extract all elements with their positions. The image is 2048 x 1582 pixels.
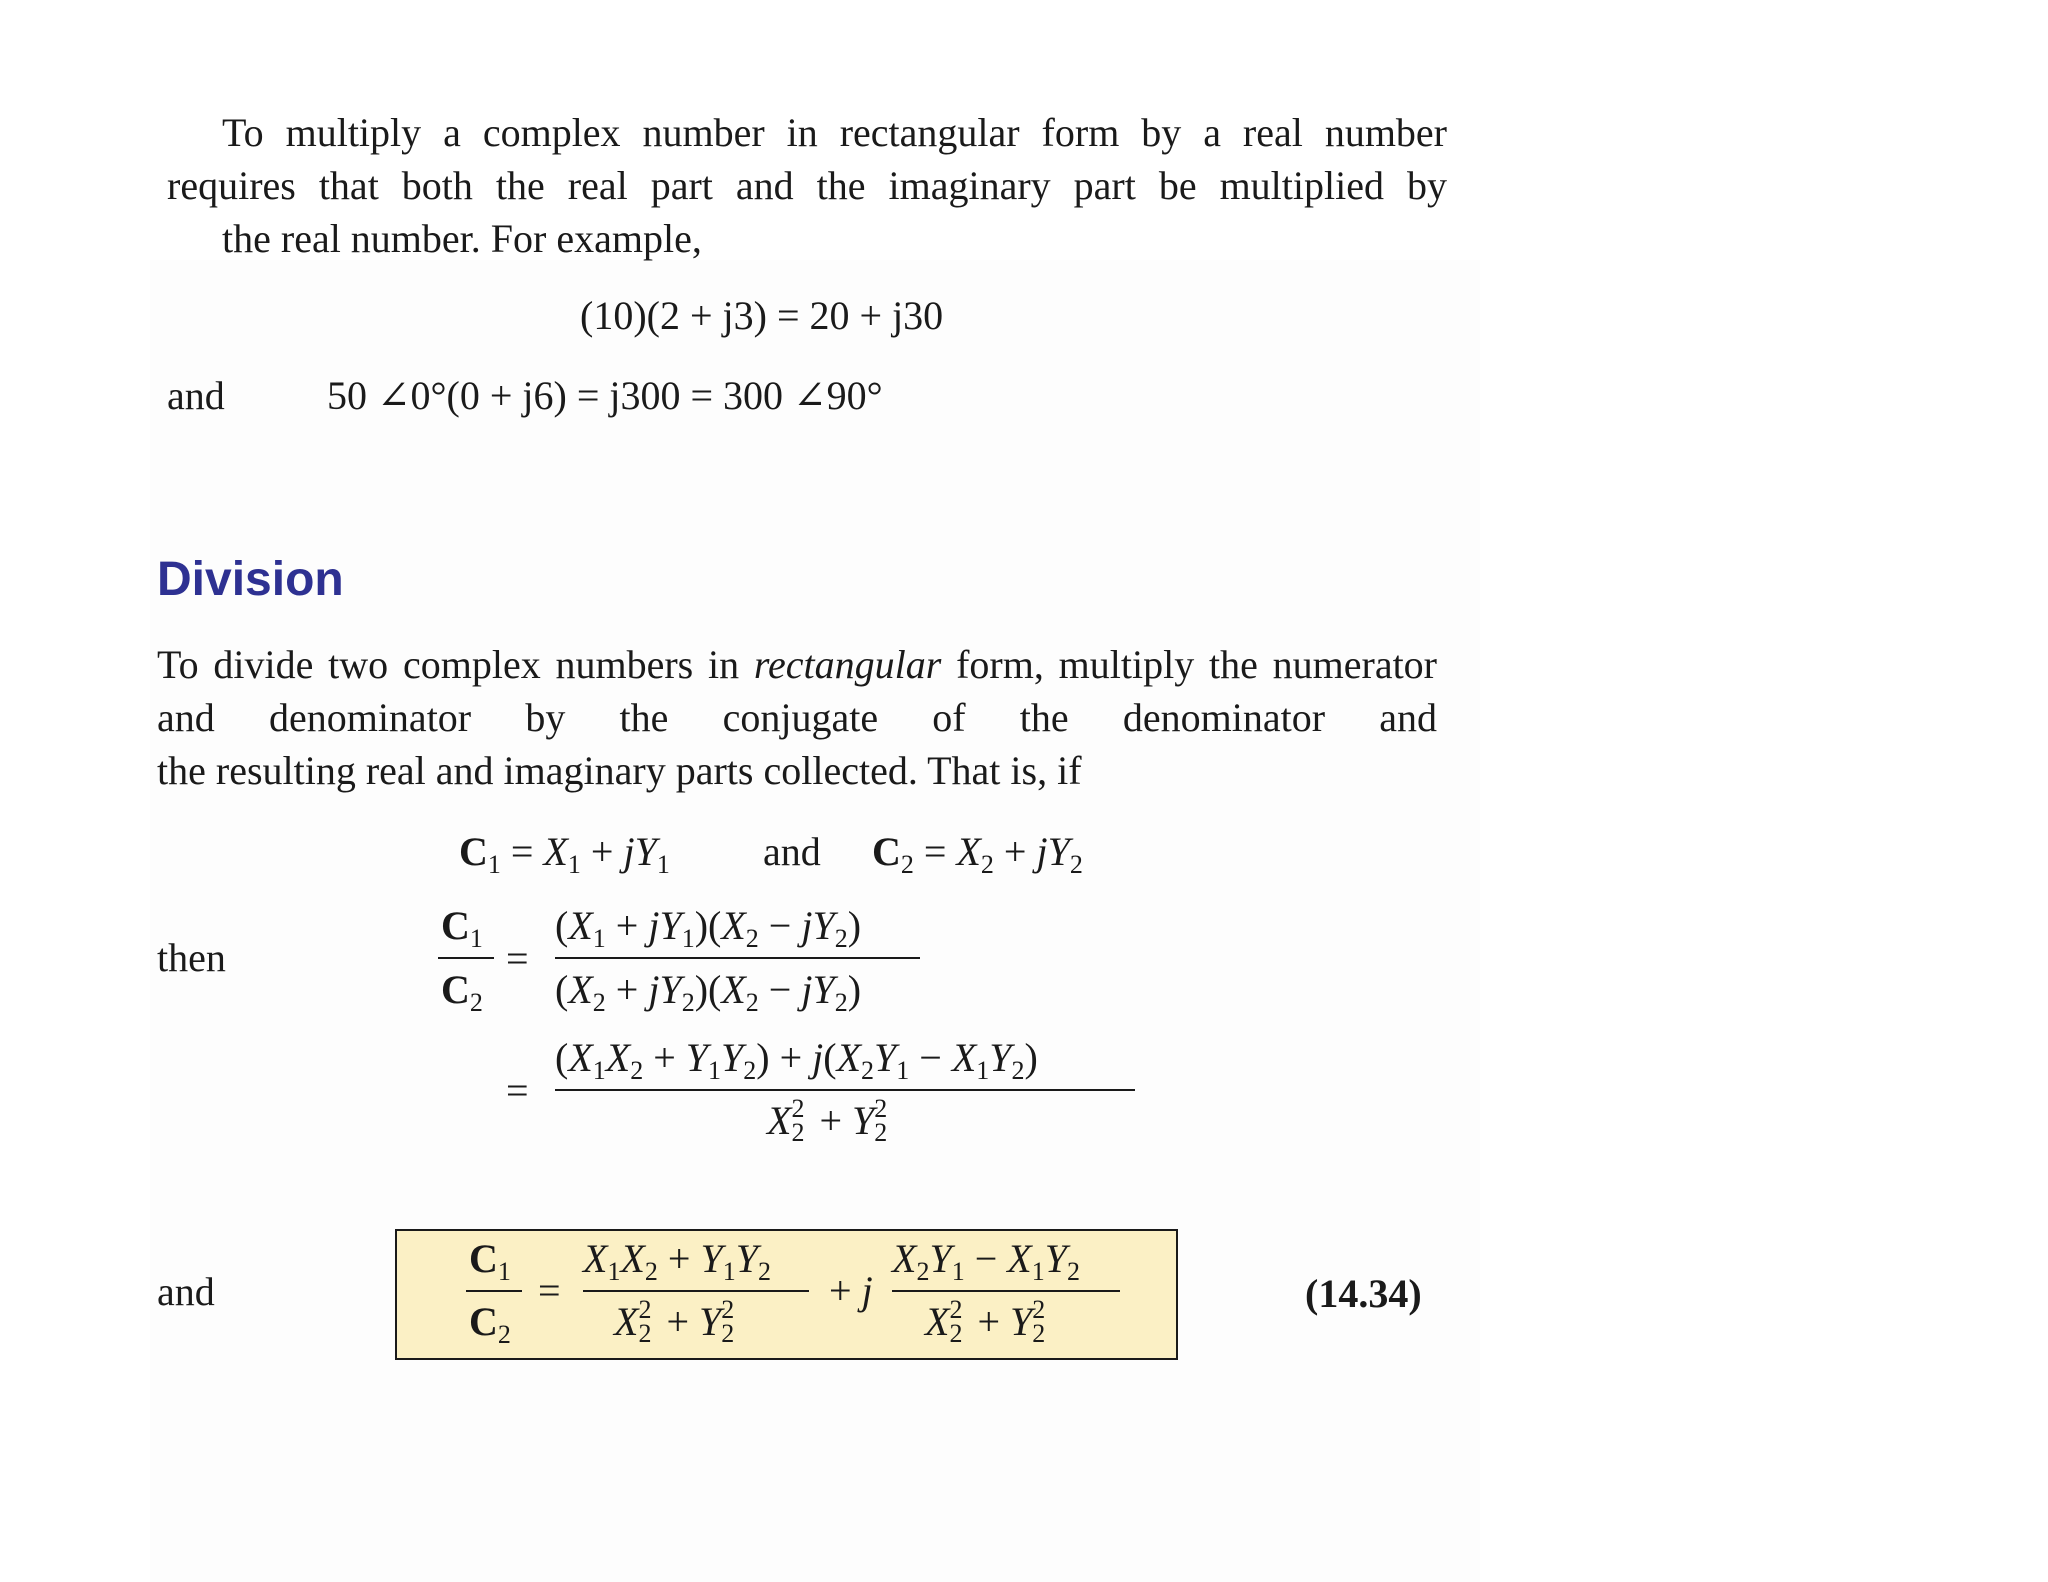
and-label-multiplication: and [167,373,225,418]
paragraph-line: To divide two complex numbers in rectangular form, multiply the [157,642,1258,687]
imaginary-part-numerator: $X_2Y_1 - X_1Y_2$ [892,1236,1080,1286]
multiplication-paragraph [167,106,1447,265]
definition-c2: $C_2 = X_2 + jY_2$ [872,829,1083,879]
real-part-denominator: X 2 2 + Y 2 2 [614,1295,735,1348]
fraction-bar-expanded [555,1089,1135,1091]
and-label-equation: and [157,1269,215,1314]
division-paragraph [157,638,1437,797]
real-part-numerator: $X_1X_2 + Y_1Y_2$ [583,1236,771,1286]
section-heading-division: Division [157,553,344,606]
fraction-c2-denominator: $C_2$ [441,967,483,1017]
fraction-bar-imaginary-part [892,1290,1120,1292]
then-label: then [157,935,226,980]
fraction-c1-numerator: $C_1$ [441,903,483,953]
paragraph-line: numerator and denominator by the conjugate of the denominator and [157,642,1437,740]
paragraph-line: requires that both the real part and the imaginary part be multiplied by [167,163,1447,208]
fraction-bar-boxed-c [466,1290,522,1292]
fraction-bar-c1-c2 [438,957,494,959]
emphasis-rectangular: rectangular [753,642,942,687]
imaginary-part-denominator: X 2 2 + Y 2 2 [925,1295,1046,1348]
fraction-bar-real-part [583,1290,809,1292]
paragraph-line: the real number. For example, [222,216,702,261]
equals-sign: = [538,1268,561,1313]
boxed-c1: $C_1$ [469,1236,511,1286]
boxed-c2: $C_2$ [469,1299,511,1349]
plus-j-operator: + j [829,1268,873,1313]
equals-sign: = [506,1068,529,1113]
expanded-numerator: $(X_1X_2 + Y_1Y_2) + j(X_2Y_1 - X_1Y_2)$ [555,1035,1038,1085]
conjugate-numerator: $(X_1 + jY_1)(X_2 - jY_2)$ [555,903,862,953]
fraction-bar-conjugate [555,957,920,959]
expanded-denominator: X 2 2 + Y 2 2 [767,1094,888,1147]
paragraph-line: To multiply a complex number in rectangular form by a real number [222,110,1447,155]
definition-c1: $C_1 = X_1 + jY_1$ [459,829,670,879]
equation-number: (14.34) [1305,1271,1422,1316]
conjugate-denominator: $(X_2 + jY_2)(X_2 - jY_2)$ [555,967,862,1017]
definition-and-label: and [763,829,821,874]
multiplication-example-1: (10)(2 + j3) = 20 + j30 [580,293,944,338]
equals-sign: = [506,936,529,981]
multiplication-example-2: 50 ∠0°(0 + j6) = j300 = 300 ∠90° [327,373,883,418]
paragraph-line: the resulting real and imaginary parts collected. That is, if [157,748,1082,793]
